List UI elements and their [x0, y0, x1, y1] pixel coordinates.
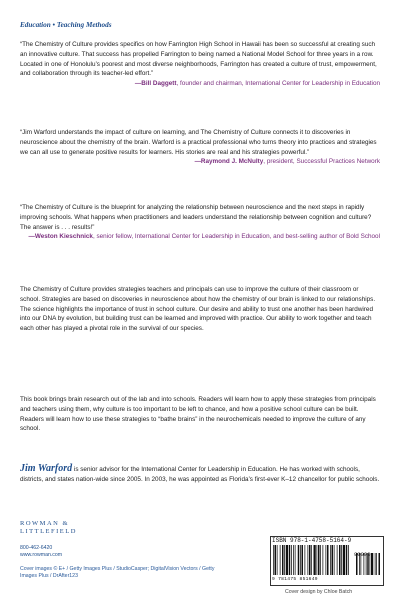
attribution-name: —Weston Kieschnick — [28, 233, 93, 241]
blurb-attribution — [20, 157, 380, 167]
price-code: 90000 — [354, 551, 371, 558]
barcode-digits: 9 781475 851649 — [272, 577, 318, 582]
publisher-name-line1: ROWMAN & — [20, 520, 70, 527]
blurb-attribution — [20, 232, 380, 242]
blurb-text: “Jim Warford understands the impact of culture on learning, and The Chemistry of Culture connects it to discoveries in neuroscience about the chemistry of the brain. Warford is a practical professional who turns theory into practices and strategies we can all use to generate positive results for learners. His stories are real and his strategies powerful.” — [20, 129, 377, 156]
attribution-title: , senior fellow, International Center for Leadership in Education, and best-selling author of Bold School — [92, 233, 380, 241]
isbn-label: ISBN 978-1-4758-5164-9 — [272, 537, 352, 544]
cover-design-credit: Cover design by Chloe Batch — [285, 589, 353, 595]
blurb-text: “The Chemistry of Culture provides specifics on how Farrington High School in Hawaii has been so successful at creating such an innovative culture. That success has propelled Farrington to being named a National Model School for three years in a row. Located in one of Honolulu’s poorest and most diverse neighborhoods, Farrington has created a culture of trust, empowerment, and collaboration through its teacher-led effort.” — [20, 41, 377, 78]
category-label: Education • Teaching Methods — [20, 21, 112, 29]
attribution-title: , president, Successful Practices Network — [263, 158, 380, 166]
publisher-website: www.rowman.com — [20, 551, 63, 558]
blurb-daggett — [20, 40, 380, 89]
publisher-phone: 800-462-6420 — [20, 545, 53, 551]
blurb-mcnulty — [20, 128, 380, 167]
blurb-attribution — [20, 79, 380, 89]
cover-image-credits: Cover images © E+ / Getty Images Plus / StudioCasper; DigitalVision Vectors / Getty Images Plus / DrAfter123 — [20, 566, 215, 579]
author-name: Jim Warford — [20, 463, 73, 474]
attribution-name: —Bill Daggett — [134, 80, 177, 88]
author-bio-text: is senior advisor for the International Center for Leadership in Education. He has worked with schools, districts, and states nation-wide since 2005. In 2003, he was appointed as Florida’s first-ever K–12 chancellor for public schools. — [20, 466, 380, 483]
description-paragraph-2: This book brings brain research out of the lab and into schools. Readers will learn how to apply these strategies from principals and teachers using them, why culture is too important to be left to chance, and how a positive school culture can be built. Readers will learn how to use these strategies to “bathe brains” in the neurochemicals needed to improve the culture of any school. — [20, 396, 376, 433]
publisher-logo — [20, 520, 130, 536]
attribution-title: , founder and chairman, International Center for Leadership in Education — [176, 80, 380, 88]
blurb-kieschnick — [20, 203, 380, 242]
author-bio — [20, 464, 380, 485]
description-paragraph-1: The Chemistry of Culture provides strategies teachers and principals can use to improve the culture of their classroom or school. Strategies are based on discoveries in neuroscience about how the chemistry of our brain is linked to our relationships. The science highlights the importance of trust in school culture. Our desire and ability to trust one another has been hardwired into our DNA by evolution, but building trust can be learned and improved with practice. Our ability to work together and teach each other has played a pivotal role in the survival of our species. — [20, 286, 376, 333]
attribution-name: —Raymond J. McNulty — [194, 158, 264, 166]
barcode — [272, 545, 384, 577]
blurb-text: “The Chemistry of Culture is the blueprint for analyzing the relationship between neuroscience and the next steps in rapidly improving schools. What happens when practitioners and leaders understand the relationship between cognition and culture? The answer is . . . results!” — [20, 204, 372, 231]
publisher-name-line2: LITTLEFIELD — [20, 528, 77, 535]
publisher-contact — [20, 545, 62, 558]
